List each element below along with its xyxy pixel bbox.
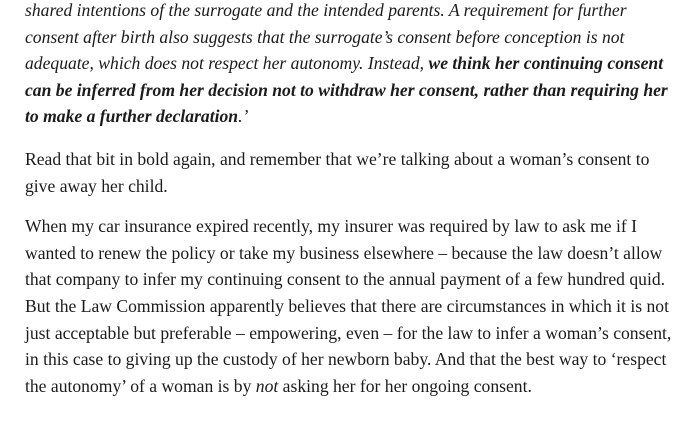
block-quote bbox=[25, 0, 680, 130]
paragraph-1: Read that bit in bold again, and remember that we’re talking about a woman’s consent to give away her child. bbox=[25, 148, 650, 196]
paragraph-2-text: When my car insurance expired recently, my insurer was required by law to ask me if I wanted to renew the policy or take my business elsewhere – because the law doesn’t allow that company to infer my continuing consent to the annual payment of a few hundred quid. But the Law Commission apparently believes that there are circumstances in which it is not just acceptable but preferable – empowering, even – for the law to infer a woman’s consent, in this case to giving up the custody of her newborn baby. And that the best way to ‘respect the autonomy’ of a woman is by bbox=[25, 216, 672, 396]
emphasis-not: not bbox=[255, 375, 279, 396]
paragraph-2 bbox=[25, 213, 680, 399]
quote-end: .’ bbox=[238, 106, 249, 127]
quote-text: shared intentions of the surrogate and the intended parents. A requirement for further consent after birth also suggests that the surrogate’s consent before conception is not adequate, which does not respect her autonomy. Instead, bbox=[25, 0, 627, 74]
paragraph-2-end: asking her for her ongoing consent. bbox=[278, 375, 532, 396]
quote-bold-text: we think her continuing consent can be inferred from her decision not to withdraw her consent, rather than requiring her to make a further declaration bbox=[25, 53, 668, 127]
article-body bbox=[25, 0, 680, 399]
